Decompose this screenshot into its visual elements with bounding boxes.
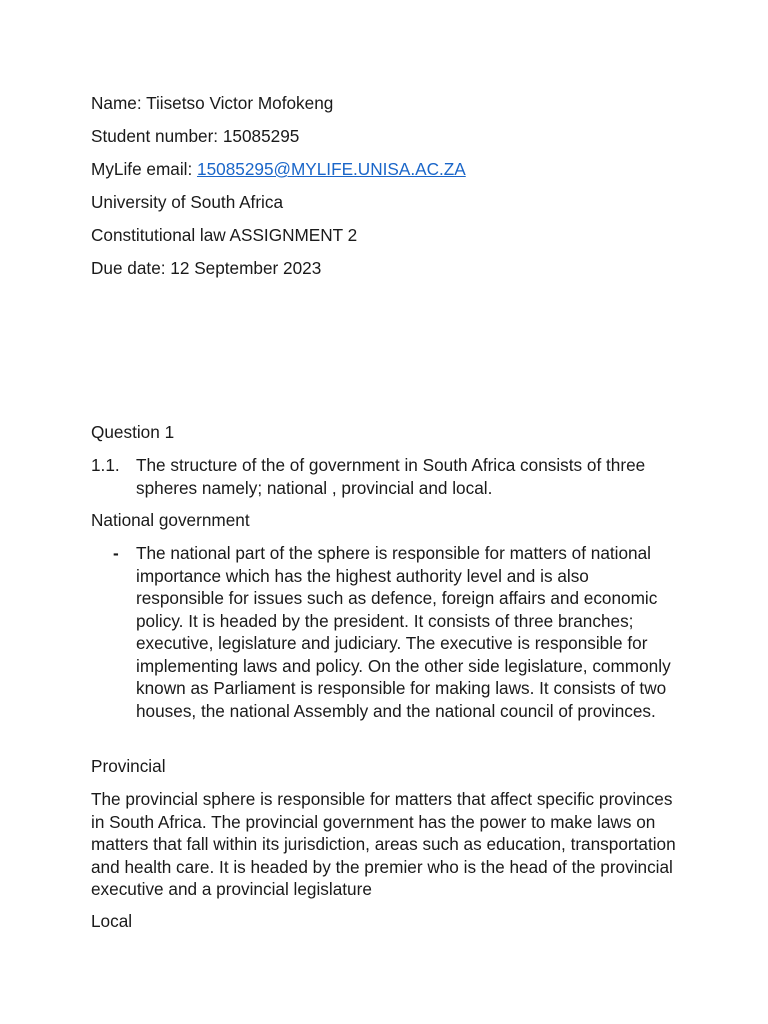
university-name: University of South Africa [91, 192, 284, 212]
item-text: The structure of the of government in South Africa consists of three spheres namely; national , provincial and local. [136, 455, 646, 498]
email-line [91, 158, 466, 180]
bullet-marker: - [113, 543, 119, 563]
local-heading: Local [91, 911, 133, 931]
national-text: The national part of the sphere is responsible for matters of national importance which has the highest authority level and is also responsible for issues such as defence, foreign affairs and economic policy. It is headed by the president. It consists of three branches; executive, legislature and judiciary. The executive is responsible for implementing laws and policy. On the other side legislature, commonly known as Parliament is responsible for making laws. It consists of two houses, the national Assembly and the national council of provinces. [136, 543, 671, 721]
email-link[interactable]: 15085295@MYLIFE.UNISA.AC.ZA [197, 159, 466, 179]
student-number: Student number: 15085295 [91, 126, 300, 146]
email-label: MyLife email: [91, 159, 193, 179]
provincial-text: The provincial sphere is responsible for matters that affect specific provinces in South Africa. The provincial government has the power to make laws on matters that fall within its jurisdiction, areas such as education, transportation and health care. It is headed by the premier who is the head of the provincial executive and a provincial legislature [91, 789, 676, 899]
provincial-heading: Provincial [91, 756, 166, 776]
item-number: 1.1. [91, 455, 120, 475]
due-date: Due date: 12 September 2023 [91, 258, 322, 278]
course-title: Constitutional law ASSIGNMENT 2 [91, 225, 358, 245]
student-name: Name: Tiisetso Victor Mofokeng [91, 93, 334, 113]
national-heading: National government [91, 510, 250, 530]
question-heading: Question 1 [91, 422, 175, 442]
